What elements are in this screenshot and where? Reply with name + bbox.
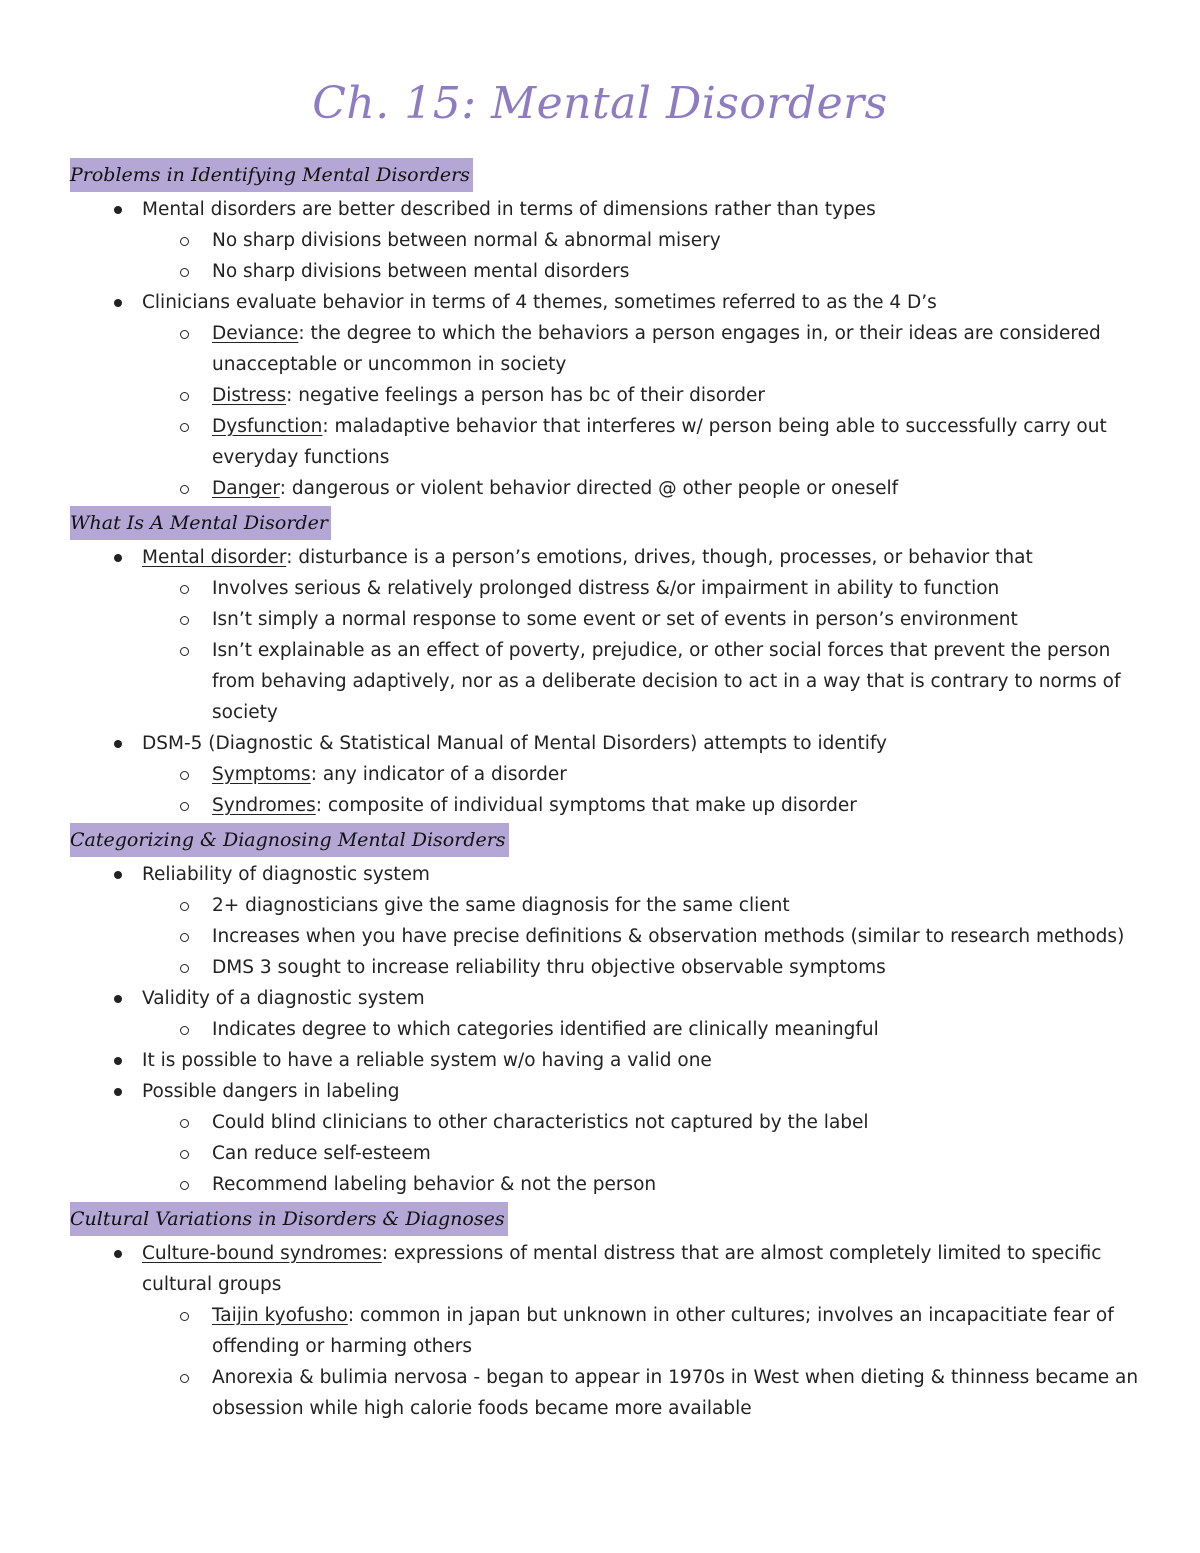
sub-item-line [212,318,1150,380]
list-item-line [142,1238,1150,1300]
section-heading: Problems in Identifying Mental Disorders [70,158,473,192]
sub-item-line [212,1362,1150,1424]
sub-list-item [70,256,1150,287]
item-text: : maladaptive behavior that interferes w/ person being able to successfully carry out everyday functions [212,416,1107,468]
sub-list-item [70,1300,1150,1362]
bullet-circle-icon [180,237,189,246]
sub-list-item [70,890,1150,921]
sub-list [142,759,1150,821]
list-item [70,287,1150,504]
sub-list-item [70,225,1150,256]
list-item-line [142,194,1150,225]
sub-list [142,890,1150,983]
section-heading: Categorizing & Diagnosing Mental Disorders [70,823,509,857]
sub-item-line [212,1107,1150,1138]
list-item [70,859,1150,983]
term-label: Taijin kyofusho [212,1305,348,1326]
sub-list-item [70,1169,1150,1200]
bullet-circle-icon [180,330,189,339]
term-label: Syndromes [212,795,316,816]
section-heading-row [70,821,1150,859]
sub-list-item [70,604,1150,635]
section-heading-row [70,1200,1150,1238]
list-item-line [142,983,1150,1014]
sub-item-line [212,890,1150,921]
sub-list-item [70,1362,1150,1424]
term-label: Dysfunction [212,416,323,437]
bullet-list [70,194,1150,504]
sub-item-line [212,1138,1150,1169]
item-text: : common in japan but unknown in other cultures; involves an incapacitiate fear of offending or harming others [212,1305,1114,1357]
item-text: Indicates degree to which categories identified are clinically meaningful [212,1019,879,1040]
item-text: Increases when you have precise definitions & observation methods (similar to research methods) [212,926,1125,947]
bullet-circle-icon [180,1374,189,1383]
bullet-dot-icon [114,1088,122,1096]
list-item [70,1076,1150,1200]
list-item [70,542,1150,728]
sub-item-line [212,473,1150,504]
bullet-circle-icon [180,1312,189,1321]
bullet-list [70,859,1150,1200]
sub-list-item [70,411,1150,473]
list-item-line [142,728,1150,759]
notes-content [70,156,1150,1424]
sub-list-item [70,1138,1150,1169]
sub-list [142,1107,1150,1200]
bullet-circle-icon [180,1026,189,1035]
list-item [70,1045,1150,1076]
sub-item-line [212,573,1150,604]
sub-list [142,225,1150,287]
term-label: Deviance [212,323,299,344]
item-text: Involves serious & relatively prolonged distress &/or impairment in ability to function [212,578,1000,599]
list-item [70,194,1150,287]
item-text: Mental disorders are better described in terms of dimensions rather than types [142,199,876,220]
sub-list-item [70,573,1150,604]
sub-item-line [212,759,1150,790]
sub-list-item [70,635,1150,728]
item-text: Possible dangers in labeling [142,1081,400,1102]
bullet-circle-icon [180,933,189,942]
bullet-circle-icon [180,1181,189,1190]
page-title: Ch. 15: Mental Disorders [312,78,888,129]
sub-list-item [70,790,1150,821]
bullet-circle-icon [180,585,189,594]
term-label: Culture-bound syndromes [142,1243,382,1264]
bullet-list [70,1238,1150,1424]
bullet-dot-icon [114,995,122,1003]
list-item [70,983,1150,1045]
item-text: Validity of a diagnostic system [142,988,425,1009]
sub-item-line [212,380,1150,411]
sub-item-line [212,1169,1150,1200]
item-text: No sharp divisions between normal & abnormal misery [212,230,721,251]
list-item [70,1238,1150,1424]
item-text: : dangerous or violent behavior directed @ other people or oneself [279,478,899,499]
list-item-line [142,1076,1150,1107]
item-text: Could blind clinicians to other characteristics not captured by the label [212,1112,869,1133]
list-item-line [142,287,1150,318]
sub-item-line [212,952,1150,983]
sub-item-line [212,1014,1150,1045]
sub-list-item [70,473,1150,504]
sub-item-line [212,256,1150,287]
sub-list-item [70,1107,1150,1138]
item-text: DMS 3 sought to increase reliability thru objective observable symptoms [212,957,886,978]
list-item-line [142,1045,1150,1076]
bullet-circle-icon [180,1150,189,1159]
sub-item-line [212,1300,1150,1362]
bullet-circle-icon [180,485,189,494]
item-text: : negative feelings a person has bc of their disorder [286,385,766,406]
bullet-circle-icon [180,268,189,277]
bullet-list [70,542,1150,821]
bullet-circle-icon [180,1119,189,1128]
sub-list-item [70,318,1150,380]
item-text: 2+ diagnosticians give the same diagnosis for the same client [212,895,790,916]
item-text: Clinicians evaluate behavior in terms of 4 themes, sometimes referred to as the 4 D’s [142,292,937,313]
bullet-circle-icon [180,616,189,625]
sub-list-item [70,759,1150,790]
sub-item-line [212,635,1150,728]
term-label: Distress [212,385,287,406]
section-heading: What Is A Mental Disorder [70,506,331,540]
item-text: It is possible to have a reliable system w/o having a valid one [142,1050,712,1071]
sub-list [142,573,1150,728]
item-text: No sharp divisions between mental disorders [212,261,630,282]
bullet-circle-icon [180,964,189,973]
item-text: : the degree to which the behaviors a person engages in, or their ideas are considered unacceptable or uncommon in society [212,323,1101,375]
item-text: : composite of individual symptoms that make up disorder [315,795,857,816]
item-text: Isn’t simply a normal response to some event or set of events in person’s environment [212,609,1018,630]
sub-list-item [70,380,1150,411]
list-item [70,728,1150,821]
sub-list-item [70,1014,1150,1045]
item-text: Isn’t explainable as an effect of poverty, prejudice, or other social forces that prevent the person from behaving adaptively, nor as a deliberate decision to act in a way that is contrary to norms of society [212,640,1121,723]
item-text: Can reduce self-esteem [212,1143,431,1164]
item-text: Anorexia & bulimia nervosa - began to appear in 1970s in West when dieting & thinness became an obsession while high calorie foods became more available [212,1367,1139,1419]
sub-item-line [212,604,1150,635]
item-text: : any indicator of a disorder [310,764,567,785]
sub-item-line [212,790,1150,821]
bullet-dot-icon [114,740,122,748]
bullet-dot-icon [114,871,122,879]
bullet-dot-icon [114,206,122,214]
item-text: Recommend labeling behavior & not the person [212,1174,657,1195]
term-label: Danger [212,478,280,499]
item-text: : disturbance is a person’s emotions, drives, though, processes, or behavior that [286,547,1033,568]
sub-list-item [70,921,1150,952]
sub-list [142,1014,1150,1045]
bullet-circle-icon [180,392,189,401]
bullet-dot-icon [114,299,122,307]
bullet-circle-icon [180,771,189,780]
section-heading: Cultural Variations in Disorders & Diagnoses [70,1202,508,1236]
sub-item-line [212,921,1150,952]
bullet-circle-icon [180,902,189,911]
section-heading-row [70,156,1150,194]
item-text: DSM-5 (Diagnostic & Statistical Manual of Mental Disorders) attempts to identify [142,733,888,754]
bullet-dot-icon [114,1057,122,1065]
bullet-circle-icon [180,423,189,432]
item-text: : expressions of mental distress that are almost completely limited to specific cultural groups [142,1243,1102,1295]
sub-list [142,318,1150,504]
section-heading-row [70,504,1150,542]
bullet-circle-icon [180,802,189,811]
item-text: Reliability of diagnostic system [142,864,430,885]
sub-item-line [212,225,1150,256]
sub-list-item [70,952,1150,983]
list-item-line [142,859,1150,890]
sub-item-line [212,411,1150,473]
list-item-line [142,542,1150,573]
sub-list [142,1300,1150,1424]
term-label: Mental disorder [142,547,287,568]
bullet-circle-icon [180,647,189,656]
bullet-dot-icon [114,554,122,562]
bullet-dot-icon [114,1250,122,1258]
term-label: Symptoms [212,764,311,785]
